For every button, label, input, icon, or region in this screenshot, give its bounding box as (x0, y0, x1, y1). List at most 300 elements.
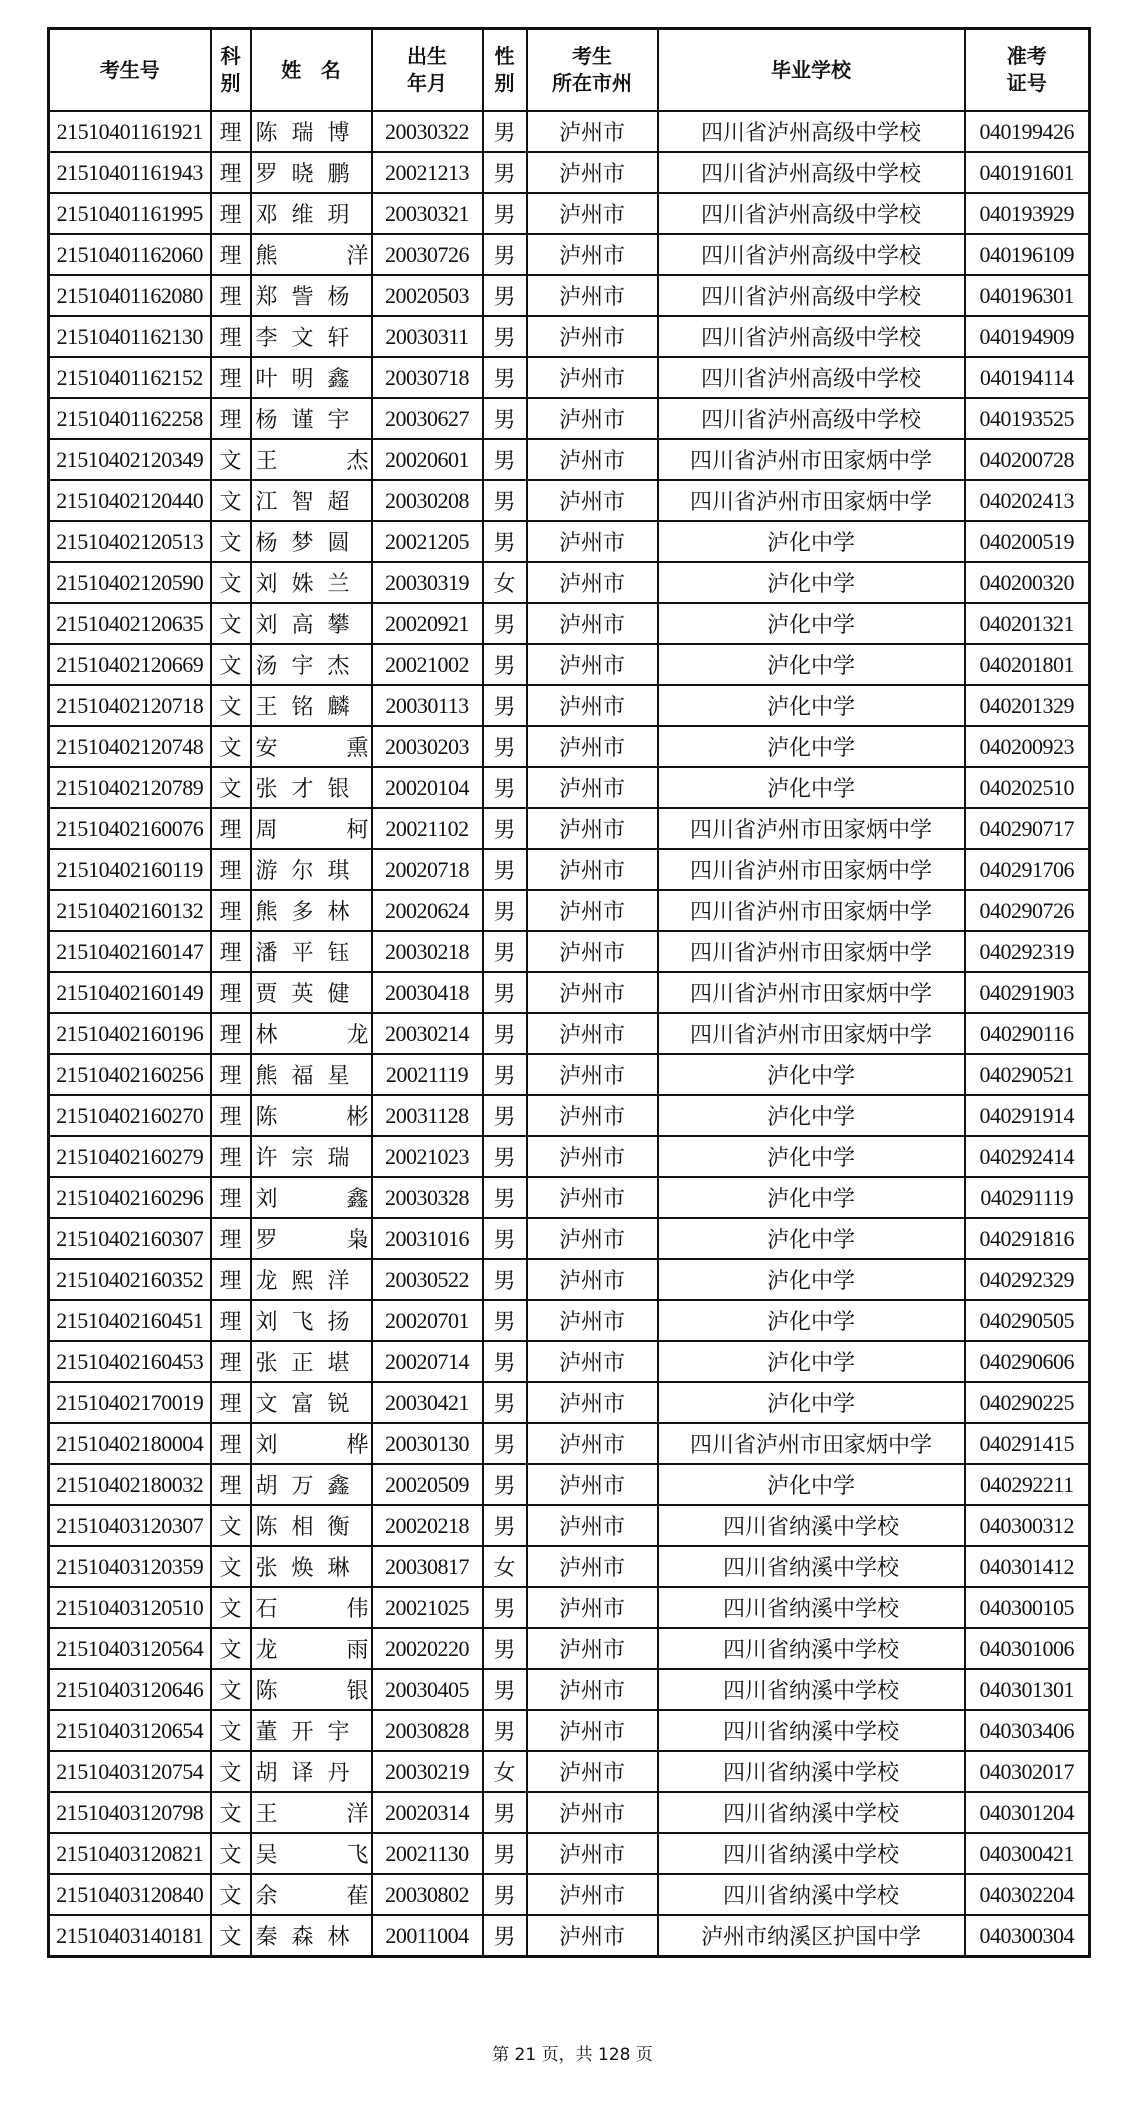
cell-gender: 男 (483, 1177, 527, 1218)
cell-ticket-number: 040196301 (965, 275, 1090, 316)
cell-subject: 文 (211, 1587, 251, 1628)
cell-name (251, 1669, 372, 1710)
cell-name (251, 1751, 372, 1792)
table-row (49, 521, 1090, 562)
cell-birth-date: 20020624 (372, 890, 483, 931)
cell-exam-id: 21510403120510 (49, 1587, 211, 1628)
cell-subject: 文 (211, 726, 251, 767)
student-name: 许宗瑞 (255, 1145, 364, 1170)
cell-school: 四川省泸州市田家炳中学 (658, 1013, 965, 1054)
cell-ticket-number: 040291119 (965, 1177, 1090, 1218)
cell-ticket-number: 040200923 (965, 726, 1090, 767)
cell-school: 四川省纳溪中学校 (658, 1669, 965, 1710)
table-row (49, 234, 1090, 275)
cell-subject: 文 (211, 439, 251, 480)
cell-school: 四川省泸州市田家炳中学 (658, 849, 965, 890)
cell-school: 四川省泸州高级中学校 (658, 398, 965, 439)
cell-gender: 男 (483, 1013, 527, 1054)
cell-birth-date: 20020921 (372, 603, 483, 644)
cell-name (251, 398, 372, 439)
cell-city: 泸州市 (527, 1013, 658, 1054)
cell-city: 泸州市 (527, 1054, 658, 1095)
cell-gender: 男 (483, 644, 527, 685)
cell-ticket-number: 040290505 (965, 1300, 1090, 1341)
cell-birth-date: 20030522 (372, 1259, 483, 1300)
student-name: 熊福星 (255, 1063, 364, 1088)
cell-name (251, 726, 372, 767)
cell-gender: 男 (483, 1792, 527, 1833)
cell-birth-date: 20030726 (372, 234, 483, 275)
cell-name (251, 1628, 372, 1669)
cell-city: 泸州市 (527, 890, 658, 931)
cell-name (251, 685, 372, 726)
cell-subject: 文 (211, 685, 251, 726)
student-name: 王 杰 (255, 448, 369, 473)
cell-subject: 文 (211, 1546, 251, 1587)
cell-city: 泸州市 (527, 1546, 658, 1587)
cell-ticket-number: 040300312 (965, 1505, 1090, 1546)
cell-name (251, 316, 372, 357)
cell-exam-id: 21510401161921 (49, 111, 211, 152)
student-name: 王 洋 (255, 1801, 369, 1826)
cell-ticket-number: 040300304 (965, 1915, 1090, 1957)
cell-school: 四川省泸州高级中学校 (658, 316, 965, 357)
cell-gender: 男 (483, 1710, 527, 1751)
cell-city: 泸州市 (527, 726, 658, 767)
cell-city: 泸州市 (527, 111, 658, 152)
cell-gender: 男 (483, 1054, 527, 1095)
cell-city: 泸州市 (527, 767, 658, 808)
cell-school: 四川省泸州高级中学校 (658, 234, 965, 275)
table-row (49, 1546, 1090, 1587)
table-row (49, 972, 1090, 1013)
student-name: 李文轩 (255, 325, 364, 350)
student-name: 江智超 (255, 489, 364, 514)
cell-city: 泸州市 (527, 521, 658, 562)
cell-city: 泸州市 (527, 1915, 658, 1957)
table-row (49, 1095, 1090, 1136)
table-row (49, 931, 1090, 972)
cell-subject: 理 (211, 316, 251, 357)
header-subject: 科 别 (211, 29, 251, 112)
student-name: 陈 彬 (255, 1104, 369, 1129)
cell-school: 泸化中学 (658, 521, 965, 562)
cell-name (251, 234, 372, 275)
cell-school: 四川省泸州市田家炳中学 (658, 972, 965, 1013)
cell-ticket-number: 040290606 (965, 1341, 1090, 1382)
table-row (49, 1054, 1090, 1095)
cell-ticket-number: 040302204 (965, 1874, 1090, 1915)
cell-ticket-number: 040292329 (965, 1259, 1090, 1300)
cell-gender: 男 (483, 1628, 527, 1669)
student-name: 周 柯 (255, 817, 369, 842)
cell-school: 泸化中学 (658, 1218, 965, 1259)
cell-subject: 理 (211, 111, 251, 152)
cell-gender: 男 (483, 193, 527, 234)
cell-school: 四川省纳溪中学校 (658, 1505, 965, 1546)
cell-school: 四川省纳溪中学校 (658, 1587, 965, 1628)
cell-school: 泸化中学 (658, 1300, 965, 1341)
cell-ticket-number: 040300421 (965, 1833, 1090, 1874)
student-name: 吴 飞 (255, 1842, 369, 1867)
cell-gender: 男 (483, 1095, 527, 1136)
cell-city: 泸州市 (527, 1505, 658, 1546)
table-row (49, 1792, 1090, 1833)
cell-city: 泸州市 (527, 1751, 658, 1792)
cell-exam-id: 21510401162258 (49, 398, 211, 439)
cell-school: 泸化中学 (658, 1341, 965, 1382)
student-name: 杨谨宇 (255, 407, 364, 432)
cell-name (251, 1505, 372, 1546)
student-name: 王铭麟 (255, 694, 364, 719)
cell-exam-id: 21510403120840 (49, 1874, 211, 1915)
cell-exam-id: 21510402120748 (49, 726, 211, 767)
cell-city: 泸州市 (527, 1464, 658, 1505)
cell-ticket-number: 040301204 (965, 1792, 1090, 1833)
cell-gender: 女 (483, 1751, 527, 1792)
cell-ticket-number: 040202510 (965, 767, 1090, 808)
cell-subject: 文 (211, 1915, 251, 1957)
table-row (49, 1505, 1090, 1546)
cell-school: 泸化中学 (658, 767, 965, 808)
cell-exam-id: 21510402180004 (49, 1423, 211, 1464)
cell-school: 四川省泸州市田家炳中学 (658, 439, 965, 480)
student-name: 石 伟 (255, 1596, 369, 1621)
cell-birth-date: 20030718 (372, 357, 483, 398)
cell-school: 四川省泸州高级中学校 (658, 111, 965, 152)
table-row (49, 1259, 1090, 1300)
table-row (49, 111, 1090, 152)
cell-school: 四川省纳溪中学校 (658, 1751, 965, 1792)
table-row (49, 1464, 1090, 1505)
cell-city: 泸州市 (527, 480, 658, 521)
cell-gender: 男 (483, 152, 527, 193)
table-row (49, 1710, 1090, 1751)
student-name: 游尔琪 (255, 858, 364, 883)
table-row (49, 685, 1090, 726)
cell-name (251, 1177, 372, 1218)
cell-gender: 男 (483, 275, 527, 316)
cell-subject: 文 (211, 603, 251, 644)
cell-school: 泸化中学 (658, 562, 965, 603)
cell-school: 四川省纳溪中学校 (658, 1874, 965, 1915)
cell-school: 四川省泸州市田家炳中学 (658, 890, 965, 931)
cell-exam-id: 21510402160279 (49, 1136, 211, 1177)
student-name: 余 萑 (255, 1883, 369, 1908)
cell-subject: 理 (211, 808, 251, 849)
cell-ticket-number: 040291706 (965, 849, 1090, 890)
cell-city: 泸州市 (527, 603, 658, 644)
cell-city: 泸州市 (527, 316, 658, 357)
cell-city: 泸州市 (527, 1259, 658, 1300)
cell-subject: 理 (211, 972, 251, 1013)
cell-birth-date: 20031016 (372, 1218, 483, 1259)
cell-name (251, 193, 372, 234)
cell-gender: 男 (483, 357, 527, 398)
cell-gender: 男 (483, 398, 527, 439)
cell-subject: 理 (211, 234, 251, 275)
student-name: 罗晓鹏 (255, 161, 364, 186)
cell-exam-id: 21510402120789 (49, 767, 211, 808)
table-row (49, 1300, 1090, 1341)
header-ticket: 准考 证号 (965, 29, 1090, 112)
cell-name (251, 644, 372, 685)
table-row (49, 1751, 1090, 1792)
cell-subject: 理 (211, 357, 251, 398)
cell-subject: 理 (211, 1300, 251, 1341)
cell-school: 泸化中学 (658, 1259, 965, 1300)
cell-birth-date: 20020220 (372, 1628, 483, 1669)
cell-subject: 理 (211, 1095, 251, 1136)
header-gender: 性 别 (483, 29, 527, 112)
cell-exam-id: 21510403140181 (49, 1915, 211, 1957)
cell-school: 四川省纳溪中学校 (658, 1546, 965, 1587)
table-row (49, 316, 1090, 357)
cell-school: 泸化中学 (658, 685, 965, 726)
cell-gender: 男 (483, 480, 527, 521)
cell-birth-date: 20020218 (372, 1505, 483, 1546)
cell-birth-date: 20030418 (372, 972, 483, 1013)
cell-gender: 男 (483, 316, 527, 357)
cell-school: 四川省泸州市田家炳中学 (658, 808, 965, 849)
cell-gender: 男 (483, 1341, 527, 1382)
cell-subject: 文 (211, 562, 251, 603)
cell-exam-id: 21510402120440 (49, 480, 211, 521)
cell-city: 泸州市 (527, 1833, 658, 1874)
cell-subject: 理 (211, 1341, 251, 1382)
table-row (49, 767, 1090, 808)
student-name: 林 龙 (255, 1022, 369, 1047)
cell-gender: 男 (483, 1136, 527, 1177)
cell-exam-id: 21510402160132 (49, 890, 211, 931)
table-row (49, 603, 1090, 644)
cell-ticket-number: 040200728 (965, 439, 1090, 480)
cell-exam-id: 21510402160451 (49, 1300, 211, 1341)
student-name: 刘高攀 (255, 612, 364, 637)
cell-birth-date: 20021130 (372, 1833, 483, 1874)
cell-city: 泸州市 (527, 1300, 658, 1341)
cell-gender: 男 (483, 1259, 527, 1300)
cell-city: 泸州市 (527, 1136, 658, 1177)
cell-subject: 文 (211, 1669, 251, 1710)
cell-birth-date: 20020104 (372, 767, 483, 808)
cell-ticket-number: 040194114 (965, 357, 1090, 398)
cell-city: 泸州市 (527, 1341, 658, 1382)
student-name: 陈 银 (255, 1678, 369, 1703)
cell-exam-id: 21510402160270 (49, 1095, 211, 1136)
cell-name (251, 1792, 372, 1833)
cell-city: 泸州市 (527, 439, 658, 480)
cell-birth-date: 20020701 (372, 1300, 483, 1341)
cell-city: 泸州市 (527, 1218, 658, 1259)
cell-gender: 女 (483, 562, 527, 603)
cell-gender: 男 (483, 931, 527, 972)
cell-ticket-number: 040290726 (965, 890, 1090, 931)
cell-birth-date: 20030828 (372, 1710, 483, 1751)
cell-ticket-number: 040303406 (965, 1710, 1090, 1751)
header-row (49, 29, 1090, 112)
student-name: 郑訾杨 (255, 284, 364, 309)
table-row (49, 275, 1090, 316)
cell-city: 泸州市 (527, 193, 658, 234)
student-name: 贾英健 (255, 981, 364, 1006)
cell-exam-id: 21510402120513 (49, 521, 211, 562)
cell-exam-id: 21510402160196 (49, 1013, 211, 1054)
cell-exam-id: 21510401162080 (49, 275, 211, 316)
cell-ticket-number: 040302017 (965, 1751, 1090, 1792)
cell-subject: 理 (211, 1464, 251, 1505)
cell-birth-date: 20030405 (372, 1669, 483, 1710)
cell-ticket-number: 040291415 (965, 1423, 1090, 1464)
cell-subject: 理 (211, 193, 251, 234)
cell-city: 泸州市 (527, 972, 658, 1013)
cell-city: 泸州市 (527, 1792, 658, 1833)
cell-gender: 男 (483, 1300, 527, 1341)
cell-ticket-number: 040193525 (965, 398, 1090, 439)
cell-gender: 男 (483, 972, 527, 1013)
student-name: 刘飞扬 (255, 1309, 364, 1334)
student-name: 龙 雨 (255, 1637, 369, 1662)
cell-gender: 男 (483, 1218, 527, 1259)
cell-ticket-number: 040202413 (965, 480, 1090, 521)
cell-ticket-number: 040201321 (965, 603, 1090, 644)
cell-name (251, 1341, 372, 1382)
cell-birth-date: 20020601 (372, 439, 483, 480)
cell-birth-date: 20030218 (372, 931, 483, 972)
cell-name (251, 1013, 372, 1054)
student-name: 熊 洋 (255, 243, 369, 268)
table-row (49, 193, 1090, 234)
cell-school: 泸化中学 (658, 1464, 965, 1505)
cell-birth-date: 20030328 (372, 1177, 483, 1218)
student-name: 陈相衡 (255, 1514, 364, 1539)
student-name: 张焕琳 (255, 1555, 364, 1580)
cell-name (251, 1587, 372, 1628)
cell-gender: 男 (483, 1464, 527, 1505)
cell-name (251, 1915, 372, 1957)
cell-birth-date: 20030802 (372, 1874, 483, 1915)
table-row (49, 1382, 1090, 1423)
cell-exam-id: 21510402120718 (49, 685, 211, 726)
cell-exam-id: 21510401161943 (49, 152, 211, 193)
cell-birth-date: 20021025 (372, 1587, 483, 1628)
cell-name (251, 1218, 372, 1259)
cell-subject: 理 (211, 1423, 251, 1464)
cell-subject: 文 (211, 1710, 251, 1751)
header-name: 姓 名 (251, 29, 372, 112)
cell-city: 泸州市 (527, 849, 658, 890)
cell-name (251, 439, 372, 480)
cell-exam-id: 21510402160076 (49, 808, 211, 849)
cell-exam-id: 21510402120349 (49, 439, 211, 480)
cell-name (251, 972, 372, 1013)
cell-exam-id: 21510403120654 (49, 1710, 211, 1751)
cell-exam-id: 21510402170019 (49, 1382, 211, 1423)
cell-exam-id: 21510402160119 (49, 849, 211, 890)
cell-birth-date: 20030311 (372, 316, 483, 357)
cell-city: 泸州市 (527, 1874, 658, 1915)
cell-gender: 男 (483, 1423, 527, 1464)
cell-subject: 文 (211, 480, 251, 521)
cell-birth-date: 20030817 (372, 1546, 483, 1587)
cell-ticket-number: 040291816 (965, 1218, 1090, 1259)
cell-exam-id: 21510403120359 (49, 1546, 211, 1587)
student-name: 叶明鑫 (255, 366, 364, 391)
cell-birth-date: 20030319 (372, 562, 483, 603)
cell-gender: 男 (483, 1505, 527, 1546)
cell-birth-date: 20020314 (372, 1792, 483, 1833)
cell-name (251, 1874, 372, 1915)
cell-name (251, 1710, 372, 1751)
cell-subject: 文 (211, 521, 251, 562)
cell-birth-date: 20030322 (372, 111, 483, 152)
cell-city: 泸州市 (527, 1628, 658, 1669)
cell-city: 泸州市 (527, 562, 658, 603)
table-row (49, 1874, 1090, 1915)
cell-subject: 理 (211, 1013, 251, 1054)
cell-city: 泸州市 (527, 685, 658, 726)
cell-birth-date: 20011004 (372, 1915, 483, 1957)
cell-birth-date: 20020718 (372, 849, 483, 890)
table-row (49, 1013, 1090, 1054)
cell-ticket-number: 040201801 (965, 644, 1090, 685)
student-name: 邓维玥 (255, 202, 364, 227)
student-name: 秦森林 (255, 1924, 364, 1949)
cell-exam-id: 21510402160147 (49, 931, 211, 972)
cell-exam-id: 21510402160352 (49, 1259, 211, 1300)
cell-gender: 男 (483, 1874, 527, 1915)
cell-exam-id: 21510402160149 (49, 972, 211, 1013)
cell-subject: 理 (211, 275, 251, 316)
cell-gender: 男 (483, 111, 527, 152)
cell-gender: 男 (483, 890, 527, 931)
cell-gender: 女 (483, 1546, 527, 1587)
cell-school: 泸化中学 (658, 644, 965, 685)
cell-city: 泸州市 (527, 1669, 658, 1710)
table-row (49, 439, 1090, 480)
table-row (49, 398, 1090, 439)
cell-birth-date: 20021119 (372, 1054, 483, 1095)
cell-name (251, 1095, 372, 1136)
cell-name (251, 357, 372, 398)
cell-ticket-number: 040292211 (965, 1464, 1090, 1505)
cell-exam-id: 21510403120646 (49, 1669, 211, 1710)
table-row (49, 1423, 1090, 1464)
cell-school: 四川省泸州高级中学校 (658, 152, 965, 193)
cell-name (251, 111, 372, 152)
cell-birth-date: 20020714 (372, 1341, 483, 1382)
cell-city: 泸州市 (527, 1587, 658, 1628)
cell-subject: 理 (211, 1382, 251, 1423)
cell-gender: 男 (483, 1382, 527, 1423)
cell-gender: 男 (483, 521, 527, 562)
cell-exam-id: 21510402120669 (49, 644, 211, 685)
cell-school: 泸化中学 (658, 1095, 965, 1136)
cell-exam-id: 21510402120635 (49, 603, 211, 644)
cell-name (251, 808, 372, 849)
cell-subject: 文 (211, 767, 251, 808)
cell-name (251, 1423, 372, 1464)
cell-exam-id: 21510401162060 (49, 234, 211, 275)
cell-city: 泸州市 (527, 1382, 658, 1423)
student-name: 张正堪 (255, 1350, 364, 1375)
cell-ticket-number: 040301412 (965, 1546, 1090, 1587)
table-row (49, 890, 1090, 931)
admission-list-table (47, 27, 1091, 1958)
student-name: 胡万鑫 (255, 1473, 364, 1498)
cell-city: 泸州市 (527, 1710, 658, 1751)
cell-subject: 理 (211, 1136, 251, 1177)
